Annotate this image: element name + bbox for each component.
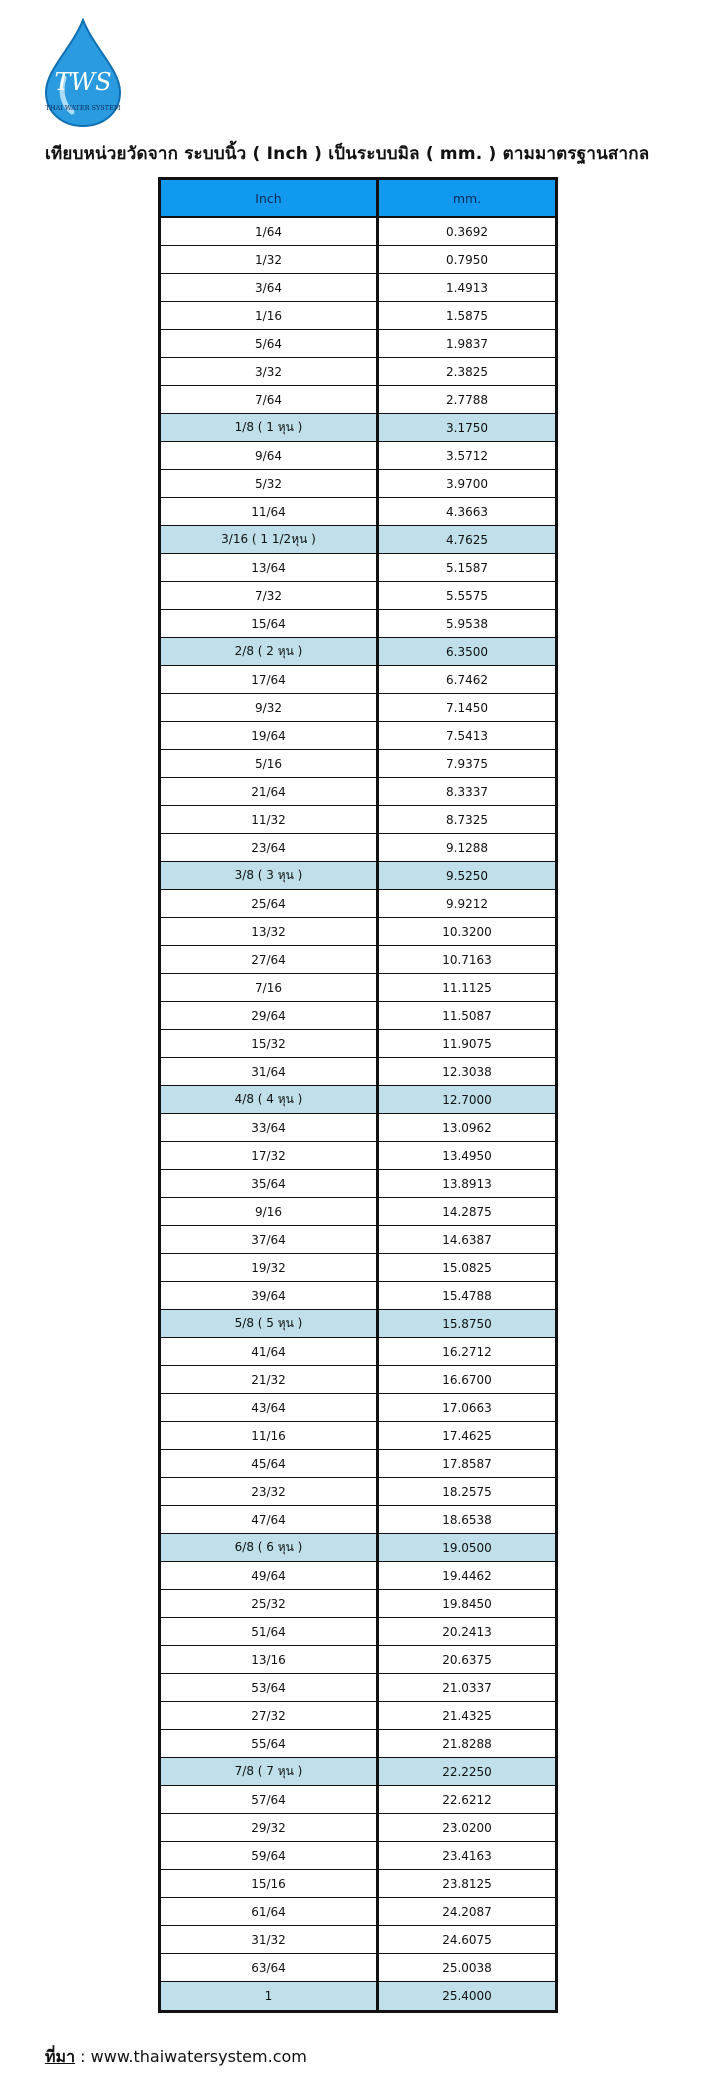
table-row: [161, 1646, 555, 1674]
page-title: เทียบหน่วยวัดจาก ระบบนิ้ว ( Inch ) เป็นระบบมิล ( mm. ) ตามมาตรฐานสากล: [45, 144, 650, 164]
source-url[interactable]: www.thaiwatersystem.com: [90, 2047, 307, 2066]
mm-cell: 20.2413: [379, 1618, 555, 1645]
table-row: [161, 218, 555, 246]
mm-cell: 16.2712: [379, 1338, 555, 1365]
mm-cell: 12.3038: [379, 1058, 555, 1085]
inch-cell: 51/64: [161, 1618, 379, 1645]
mm-cell: 5.5575: [379, 582, 555, 609]
table-row: [161, 918, 555, 946]
mm-cell: 1.9837: [379, 330, 555, 357]
mm-cell: 20.6375: [379, 1646, 555, 1673]
table-row: [161, 1898, 555, 1926]
inch-cell: 27/64: [161, 946, 379, 973]
inch-cell: 17/32: [161, 1142, 379, 1169]
table-row: [161, 1170, 555, 1198]
table-row: [161, 610, 555, 638]
table-row: [161, 1674, 555, 1702]
mm-cell: 21.0337: [379, 1674, 555, 1701]
inch-cell: 39/64: [161, 1282, 379, 1309]
table-row: [161, 1002, 555, 1030]
inch-cell: 49/64: [161, 1562, 379, 1589]
inch-cell: 27/32: [161, 1702, 379, 1729]
table-row: [161, 302, 555, 330]
table-row: [161, 1786, 555, 1814]
inch-cell: 15/16: [161, 1870, 379, 1897]
table-body: [161, 218, 555, 2010]
mm-cell: 4.3663: [379, 498, 555, 525]
table-row: [161, 890, 555, 918]
source-footer: [45, 2045, 307, 2070]
table-row: [161, 1114, 555, 1142]
inch-cell: 41/64: [161, 1338, 379, 1365]
mm-cell: 7.5413: [379, 722, 555, 749]
mm-cell: 5.9538: [379, 610, 555, 637]
tws-logo: [38, 18, 128, 128]
mm-cell: 10.7163: [379, 946, 555, 973]
mm-cell: 22.6212: [379, 1786, 555, 1813]
inch-cell: 15/32: [161, 1030, 379, 1057]
table-row: [161, 1254, 555, 1282]
inch-cell: 5/16: [161, 750, 379, 777]
inch-cell: 11/32: [161, 806, 379, 833]
mm-cell: 11.9075: [379, 1030, 555, 1057]
inch-cell: 3/8 ( 3 หุน ): [161, 862, 379, 889]
logo-subtext: THAI WATER SYSTEM: [45, 104, 121, 112]
inch-cell: 9/64: [161, 442, 379, 469]
table-row: [161, 722, 555, 750]
mm-cell: 17.0663: [379, 1394, 555, 1421]
table-row: [161, 330, 555, 358]
mm-cell: 24.6075: [379, 1926, 555, 1953]
mm-cell: 9.1288: [379, 834, 555, 861]
mm-cell: 8.7325: [379, 806, 555, 833]
table-row-highlight: [161, 1310, 555, 1338]
inch-cell: 31/32: [161, 1926, 379, 1953]
table-row-highlight: [161, 862, 555, 890]
table-row: [161, 1142, 555, 1170]
inch-cell: 43/64: [161, 1394, 379, 1421]
source-label: ที่มา: [45, 2047, 76, 2066]
mm-cell: 8.3337: [379, 778, 555, 805]
mm-cell: 9.5250: [379, 862, 555, 889]
mm-cell: 11.5087: [379, 1002, 555, 1029]
mm-cell: 3.9700: [379, 470, 555, 497]
table-row: [161, 1450, 555, 1478]
mm-cell: 14.2875: [379, 1198, 555, 1225]
inch-cell: 17/64: [161, 666, 379, 693]
inch-cell: 55/64: [161, 1730, 379, 1757]
table-row-highlight: [161, 1758, 555, 1786]
inch-cell: 11/16: [161, 1422, 379, 1449]
table-row: [161, 1478, 555, 1506]
inch-cell: 1/64: [161, 218, 379, 245]
inch-cell: 7/8 ( 7 หุน ): [161, 1758, 379, 1785]
table-row: [161, 554, 555, 582]
mm-cell: 15.4788: [379, 1282, 555, 1309]
inch-cell: 45/64: [161, 1450, 379, 1477]
inch-cell: 57/64: [161, 1786, 379, 1813]
mm-cell: 15.0825: [379, 1254, 555, 1281]
table-row: [161, 1702, 555, 1730]
mm-cell: 25.4000: [379, 1982, 555, 2010]
inch-cell: 1: [161, 1982, 379, 2010]
table-row: [161, 666, 555, 694]
table-row: [161, 358, 555, 386]
table-row: [161, 498, 555, 526]
mm-cell: 5.1587: [379, 554, 555, 581]
mm-cell: 24.2087: [379, 1898, 555, 1925]
inch-cell: 37/64: [161, 1226, 379, 1253]
mm-cell: 2.7788: [379, 386, 555, 413]
inch-cell: 13/16: [161, 1646, 379, 1673]
mm-cell: 0.7950: [379, 246, 555, 273]
inch-cell: 23/64: [161, 834, 379, 861]
mm-cell: 0.3692: [379, 218, 555, 245]
inch-cell: 3/16 ( 1 1/2หุน ): [161, 526, 379, 553]
mm-cell: 1.5875: [379, 302, 555, 329]
table-row-highlight: [161, 414, 555, 442]
table-row: [161, 1618, 555, 1646]
inch-cell: 25/64: [161, 890, 379, 917]
table-row: [161, 1366, 555, 1394]
inch-cell: 29/64: [161, 1002, 379, 1029]
column-header-mm: mm.: [379, 180, 555, 216]
mm-cell: 19.8450: [379, 1590, 555, 1617]
table-row: [161, 1030, 555, 1058]
mm-cell: 7.9375: [379, 750, 555, 777]
table-row: [161, 1338, 555, 1366]
table-row: [161, 1282, 555, 1310]
mm-cell: 14.6387: [379, 1226, 555, 1253]
mm-cell: 21.8288: [379, 1730, 555, 1757]
table-row-highlight: [161, 638, 555, 666]
table-header-row: [161, 180, 555, 218]
inch-cell: 13/32: [161, 918, 379, 945]
table-row: [161, 806, 555, 834]
inch-cell: 35/64: [161, 1170, 379, 1197]
mm-cell: 4.7625: [379, 526, 555, 553]
mm-cell: 18.2575: [379, 1478, 555, 1505]
table-row: [161, 1926, 555, 1954]
inch-cell: 33/64: [161, 1114, 379, 1141]
mm-cell: 16.6700: [379, 1366, 555, 1393]
table-row: [161, 1730, 555, 1758]
table-row: [161, 694, 555, 722]
inch-cell: 31/64: [161, 1058, 379, 1085]
inch-cell: 9/16: [161, 1198, 379, 1225]
inch-cell: 11/64: [161, 498, 379, 525]
inch-cell: 25/32: [161, 1590, 379, 1617]
table-row: [161, 1506, 555, 1534]
inch-cell: 7/64: [161, 386, 379, 413]
table-row: [161, 1422, 555, 1450]
mm-cell: 25.0038: [379, 1954, 555, 1981]
table-row-highlight: [161, 1982, 555, 2010]
table-row: [161, 386, 555, 414]
mm-cell: 2.3825: [379, 358, 555, 385]
mm-cell: 1.4913: [379, 274, 555, 301]
table-row: [161, 470, 555, 498]
inch-cell: 59/64: [161, 1842, 379, 1869]
inch-cell: 13/64: [161, 554, 379, 581]
mm-cell: 12.7000: [379, 1086, 555, 1113]
mm-cell: 3.5712: [379, 442, 555, 469]
mm-cell: 7.1450: [379, 694, 555, 721]
mm-cell: 6.7462: [379, 666, 555, 693]
mm-cell: 19.4462: [379, 1562, 555, 1589]
column-header-inch: Inch: [161, 180, 379, 216]
inch-cell: 1/32: [161, 246, 379, 273]
mm-cell: 13.0962: [379, 1114, 555, 1141]
table-row: [161, 246, 555, 274]
inch-cell: 5/8 ( 5 หุน ): [161, 1310, 379, 1337]
mm-cell: 17.4625: [379, 1422, 555, 1449]
inch-cell: 7/32: [161, 582, 379, 609]
inch-cell: 1/8 ( 1 หุน ): [161, 414, 379, 441]
mm-cell: 3.1750: [379, 414, 555, 441]
mm-cell: 6.3500: [379, 638, 555, 665]
inch-cell: 29/32: [161, 1814, 379, 1841]
table-row: [161, 1842, 555, 1870]
inch-cell: 53/64: [161, 1674, 379, 1701]
inch-cell: 61/64: [161, 1898, 379, 1925]
mm-cell: 9.9212: [379, 890, 555, 917]
mm-cell: 23.0200: [379, 1814, 555, 1841]
inch-cell: 23/32: [161, 1478, 379, 1505]
table-row: [161, 974, 555, 1002]
inch-cell: 7/16: [161, 974, 379, 1001]
mm-cell: 11.1125: [379, 974, 555, 1001]
table-row: [161, 1954, 555, 1982]
table-row: [161, 1198, 555, 1226]
inch-cell: 19/32: [161, 1254, 379, 1281]
table-row: [161, 1058, 555, 1086]
mm-cell: 13.8913: [379, 1170, 555, 1197]
inch-cell: 21/64: [161, 778, 379, 805]
inch-cell: 21/32: [161, 1366, 379, 1393]
table-row-highlight: [161, 1086, 555, 1114]
inch-cell: 3/64: [161, 274, 379, 301]
table-row: [161, 1814, 555, 1842]
mm-cell: 23.4163: [379, 1842, 555, 1869]
inch-cell: 5/32: [161, 470, 379, 497]
mm-cell: 10.3200: [379, 918, 555, 945]
table-row: [161, 946, 555, 974]
inch-cell: 15/64: [161, 610, 379, 637]
inch-cell: 19/64: [161, 722, 379, 749]
inch-cell: 2/8 ( 2 หุน ): [161, 638, 379, 665]
inch-cell: 63/64: [161, 1954, 379, 1981]
mm-cell: 21.4325: [379, 1702, 555, 1729]
mm-cell: 19.0500: [379, 1534, 555, 1561]
table-row: [161, 442, 555, 470]
table-row: [161, 1226, 555, 1254]
inch-cell: 1/16: [161, 302, 379, 329]
mm-cell: 17.8587: [379, 1450, 555, 1477]
table-row: [161, 778, 555, 806]
table-row: [161, 834, 555, 862]
inch-cell: 3/32: [161, 358, 379, 385]
logo-text: TWS: [54, 68, 112, 96]
table-row: [161, 274, 555, 302]
inch-cell: 6/8 ( 6 หุน ): [161, 1534, 379, 1561]
table-row: [161, 1870, 555, 1898]
inch-cell: 5/64: [161, 330, 379, 357]
inch-cell: 4/8 ( 4 หุน ): [161, 1086, 379, 1113]
source-separator: :: [75, 2047, 91, 2066]
mm-cell: 18.6538: [379, 1506, 555, 1533]
table-row: [161, 1394, 555, 1422]
mm-cell: 23.8125: [379, 1870, 555, 1897]
table-row: [161, 582, 555, 610]
table-row: [161, 1590, 555, 1618]
table-row: [161, 750, 555, 778]
table-row-highlight: [161, 526, 555, 554]
table-row-highlight: [161, 1534, 555, 1562]
inch-cell: 9/32: [161, 694, 379, 721]
inch-cell: 47/64: [161, 1506, 379, 1533]
mm-cell: 22.2250: [379, 1758, 555, 1785]
mm-cell: 15.8750: [379, 1310, 555, 1337]
mm-cell: 13.4950: [379, 1142, 555, 1169]
table-row: [161, 1562, 555, 1590]
conversion-table: [158, 177, 558, 2013]
